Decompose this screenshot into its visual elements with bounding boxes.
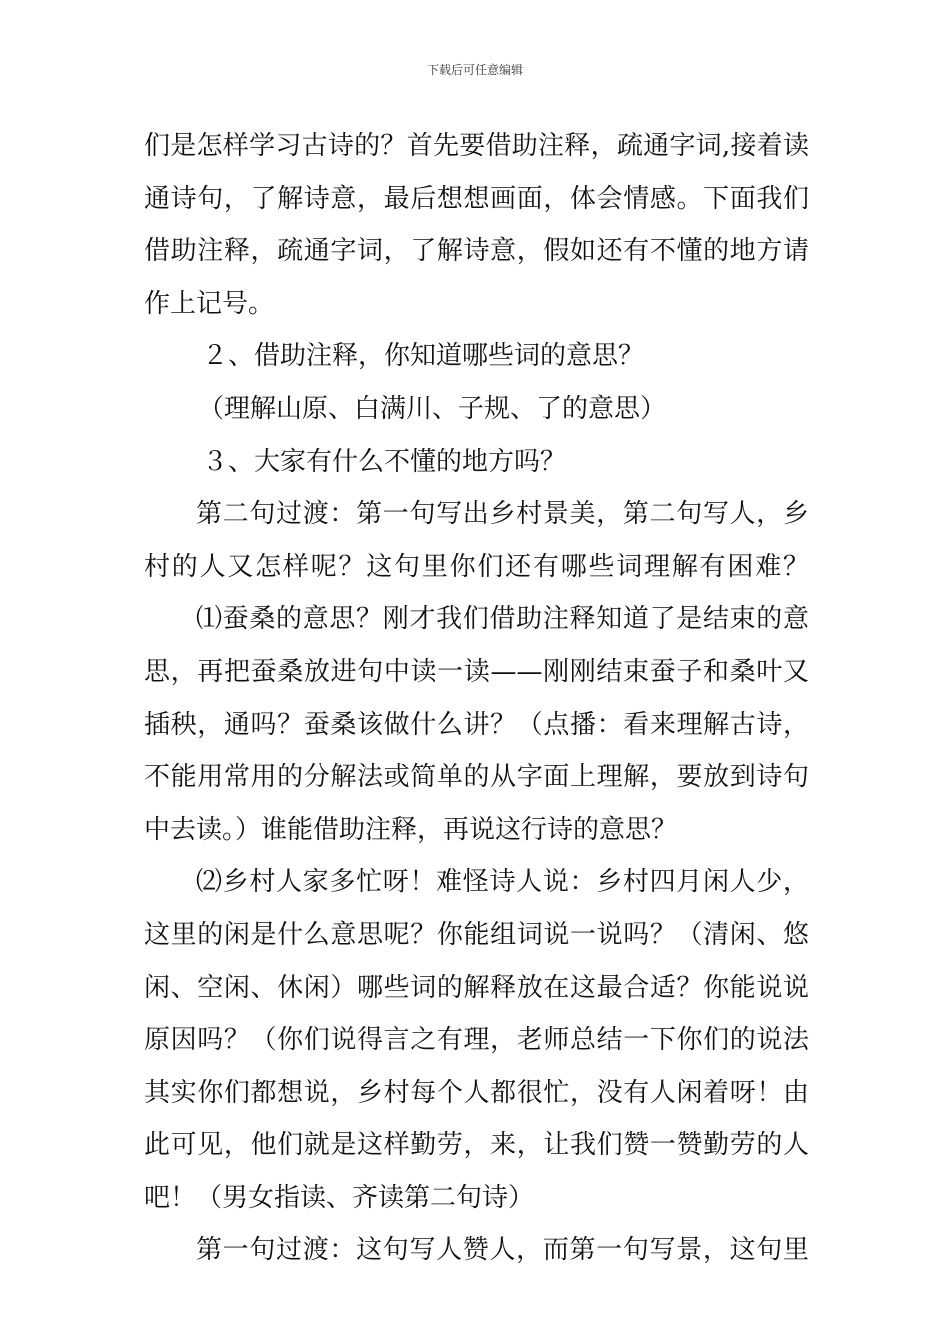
text-line: ３、大家有什么不懂的地方吗？: [202, 446, 567, 477]
text-line: 们是怎样学习古诗的？首先要借助注释，疏通字词,接着读: [144, 131, 809, 161]
text-line: 通诗句，了解诗意，最后想想画面，体会情感。下面我们: [144, 183, 809, 214]
text-line: 其实你们都想说，乡村每个人都很忙，没有人闲着呀！由: [144, 1077, 809, 1108]
text-line: 闲、空闲、休闲）哪些词的解释放在这最合适？你能说说: [144, 972, 809, 1003]
text-line: 第二句过渡：第一句写出乡村景美，第二句写人，乡: [196, 499, 809, 530]
text-line: 作上记号。: [144, 288, 275, 319]
text-line: 吧！（男女指读、齐读第二句诗）: [144, 1182, 535, 1213]
text-line: 借助注释，疏通字词，了解诗意，假如还有不懂的地方请: [144, 236, 809, 267]
text-line: （理解山原、白满川、子规、了的意思）: [198, 393, 667, 424]
text-line: 中去读。）谁能借助注释，再说这行诗的意思？: [144, 814, 678, 845]
text-line: 这里的闲是什么意思呢？你能组词说一说吗？（清闲、悠: [144, 919, 809, 950]
text-line: 插秧，通吗？蚕桑该做什么讲？（点播：看来理解古诗，: [144, 709, 809, 740]
text-line: ⑵乡村人家多忙呀！难怪诗人说：乡村四月闲人少，: [196, 867, 809, 898]
page-header: 下载后可任意编辑: [426, 63, 523, 77]
text-line: ２、借助注释，你知道哪些词的意思？: [202, 341, 645, 372]
text-line: 此可见，他们就是这样勤劳，来，让我们赞一赞勤劳的人: [144, 1130, 809, 1161]
text-line: 第一句过渡：这句写人赞人，而第一句写景，这句里: [196, 1235, 809, 1266]
text-line: 原因吗？（你们说得言之有理，老师总结一下你们的说法: [144, 1025, 809, 1056]
document-body: [144, 120, 809, 1277]
text-line: ⑴蚕桑的意思？刚才我们借助注释知道了是结束的意: [196, 604, 809, 635]
text-line: 不能用常用的分解法或简单的从字面上理解，要放到诗句: [144, 762, 809, 793]
text-line: 思，再把蚕桑放进句中读一读——刚刚结束蚕子和桑叶又: [144, 656, 809, 687]
text-line: 村的人又怎样呢？这句里你们还有哪些词理解有困难？: [144, 551, 809, 582]
